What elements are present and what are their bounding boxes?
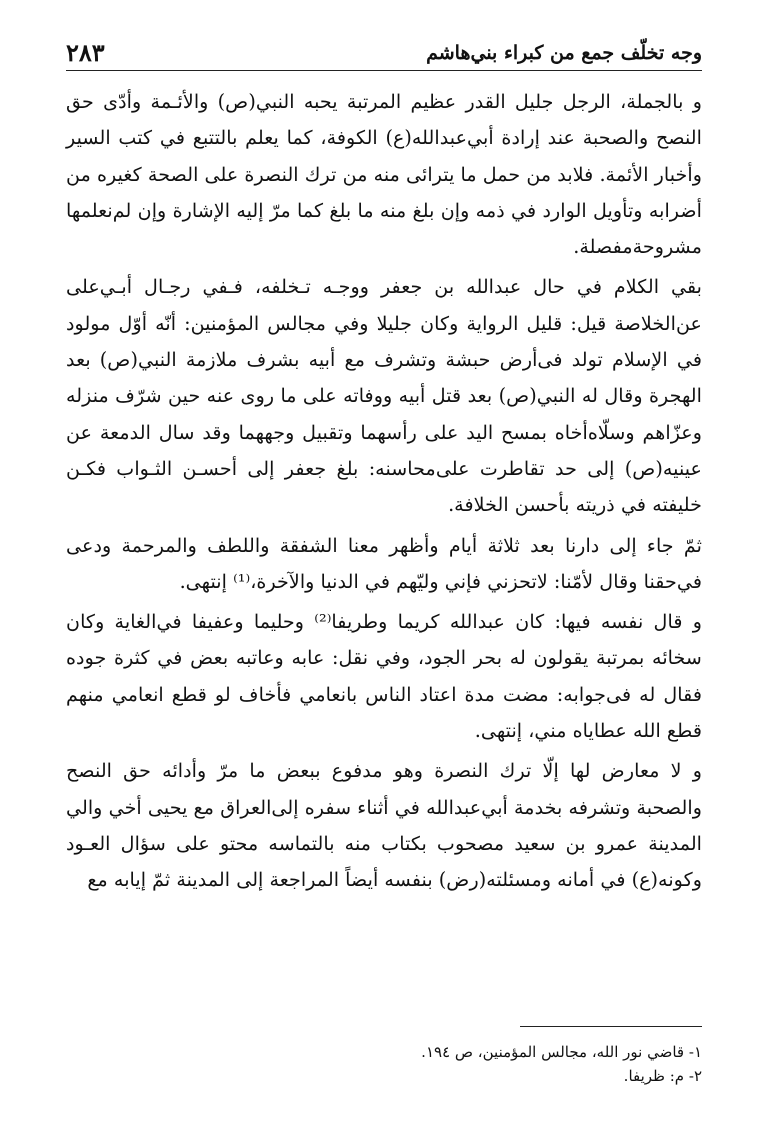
page-number: ٢٨٣ (66, 38, 105, 67)
paragraph-4: و قال نفسه فيها: كان عبدالله كريما وطريفا⁽²⁾ وحليما وعفيفا في‌الغاية وكان سخائه بمرتبة يقولون له بحر الجود، وفي نقل: عابه وعاتبه بعض في كثرة جوده فقال له فى‌جوابه: مضت مدة اعتاد الناس بانعامي فأخاف لو قطع انعامي منهم قطع الله عطاياه مني، إنتهى. (66, 610, 702, 743)
footnote-1: ١- قاضي نور الله، مجالس المؤمنين، ص ١٩٤. (421, 1043, 702, 1061)
footnote-2: ٢- م: ظريفا. (623, 1067, 702, 1085)
header-rule (66, 70, 702, 71)
paragraph-1: و بالجملة، الرجل جليل القدر عظيم المرتبة يحبه النبي(ص) والأئـمة وأدّى حق النصح والصحبة عند إرادة أبي‌عبدالله(ع) الكوفة، كما يعلم بالتتبع في كتب السير وأخبار الأئمة. فلابد من حمل ما يترائى منه من ترك النصرة على الصحة كغيره من أضرابه وتأويل الوارد في ذمه وإن بلغ منه ما بلغ كما مرّ إليه الإشارة وإن لم‌نعلمها مشروحة‌مفصلة. (66, 90, 702, 259)
body-text (66, 84, 702, 903)
paragraph-5: و لا معارض لها إلّا ترك النصرة وهو مدفوع ببعض ما مرّ وأدائه حق النصح والصحبة وتشرفه بخدمة أبي‌عبدالله في أثناء سفره إلى‌العراق مع يحيى أخي والي المدينة عمرو بن سعيد مصحوب بكتاب منه بالتماسه محتو على سؤال العـود وكونه(ع) في أمانه ومسئلته(رض) بنفسه أيضاً المراجعة إلى المدينة ثمّ إيابه مع (66, 759, 702, 892)
running-title: وجه تخلّف جمع من كبراء بني‌هاشم (426, 42, 702, 64)
footnotes (66, 1040, 702, 1088)
running-header (66, 30, 702, 66)
paragraph-3: ثمّ جاء إلى دارنا بعد ثلاثة أيام وأظهر معنا الشفقة واللطف والمرحمة ودعى في‌حقنا وقال لأمّنا: لاتحزني فإني وليّهم في الدنيا والآخرة،⁽¹⁾ إنتهى. (66, 533, 702, 593)
footnote-rule (520, 1026, 702, 1027)
paragraph-2: بقي الكلام في حال عبدالله بن جعفر ووجـه تـخلفه، فـفي رجـال أبـي‌على عن‌الخلاصة قيل: قليل الرواية وكان جليلا وفي مجالس المؤمنين: أنّه أوّل مولود في الإسلام تولد فى‌أرض حبشة وتشرف مع أبيه بشرف ملازمة النبي(ص) بعد الهجرة وقال له النبي(ص) بعد قتل أبيه ووفاته على ما روى عنه حين شرّف منزله وعزّاهم وسلّاه‌أخاه بمسح اليد على رأسهما وتقبيل وجههما وقد سال الدمعة عن عينيه(ص) إلى حد تقاطرت على‌محاسنه: بلغ جعفر إلى أحسـن الثـواب فكـن خليفته في ذريته بأحسن الخلافة. (66, 275, 702, 517)
